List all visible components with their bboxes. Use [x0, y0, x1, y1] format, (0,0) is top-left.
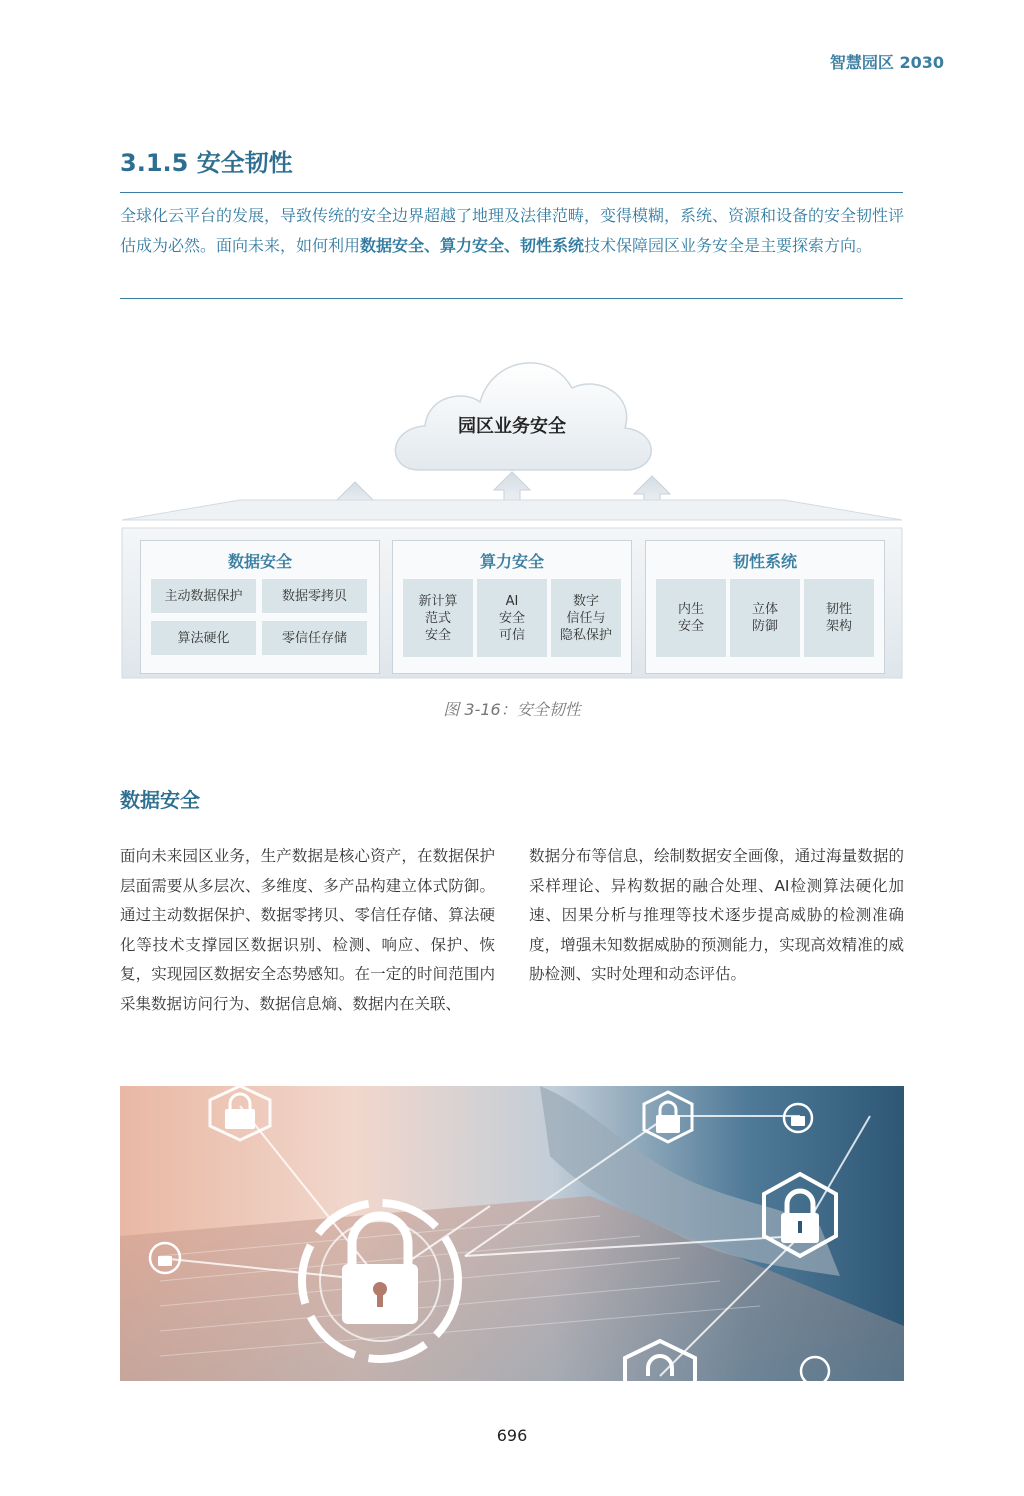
cell-item: 韧性 架构: [804, 579, 874, 657]
divider-top: [120, 192, 903, 193]
panel-title: 韧性系统: [732, 552, 797, 571]
panel-compute-security: [392, 540, 632, 674]
subsection-title: 数据安全: [120, 788, 200, 812]
cell-item: 算法硬化: [151, 621, 256, 655]
panel-resilient-system: [645, 540, 885, 674]
cell-item: 主动数据保护: [151, 579, 256, 613]
intro-text: 全球化云平台的发展，导致传统的安全边界超越了地理及法律范畴，变得模糊，系统、资源和设备的安全韧性评估成为必然。面向未来，如何利用: [120, 206, 905, 255]
security-resilience-diagram: [120, 340, 904, 685]
cloud-label: 园区业务安全: [458, 416, 566, 437]
intro-highlight: 数据安全、算力安全、韧性系统: [360, 236, 585, 255]
cell-item: 数字 信任与 隐私保护: [551, 579, 621, 657]
running-header: 智慧园区 2030: [829, 53, 944, 72]
cell-item: 立体 防御: [730, 579, 800, 657]
cell-item: 零信任存储: [262, 621, 367, 655]
section-title: 3.1.5 安全韧性: [120, 149, 293, 177]
panel-title: 算力安全: [479, 552, 544, 571]
divider-bottom: [120, 298, 903, 299]
page-number: 696: [496, 1426, 528, 1445]
body-text-right-column: 数据分布等信息，绘制数据安全画像，通过海量数据的采样理论、异构数据的融合处理、AI检测算法硬化加速、因果分析与推理等技术逐步提高威胁的检测准确度，增强未知数据威胁的预测能力，实现高效精准的威胁检测、实时处理和动态评估。: [529, 847, 904, 983]
cybersecurity-illustration: [120, 1086, 904, 1381]
cell-item: 新计算 范式 安全: [403, 579, 473, 657]
intro-paragraph: [120, 201, 904, 261]
intro-text-end: 技术保障园区业务安全是主要探索方向。: [584, 236, 873, 255]
panel-data-security: [140, 540, 380, 674]
panel-title: 数据安全: [227, 552, 292, 571]
cell-item: AI 安全 可信: [477, 579, 547, 657]
cell-item: 内生 安全: [656, 579, 726, 657]
body-text-left-column: 面向未来园区业务，生产数据是核心资产，在数据保护层面需要从多层次、多维度、多产品构建立体式防御。通过主动数据保护、数据零拷贝、零信任存储、算法硬化等技术支撑园区数据识别、检测、响应、保护、恢复，实现园区数据安全态势感知。在一定的时间范围内采集数据访问行为、数据信息熵、数据内在关联、: [120, 847, 495, 1013]
cybersecurity-photo: [120, 1086, 904, 1381]
cell-item: 数据零拷贝: [262, 579, 367, 613]
figure-caption: 图 3-16：安全韧性: [443, 700, 581, 719]
